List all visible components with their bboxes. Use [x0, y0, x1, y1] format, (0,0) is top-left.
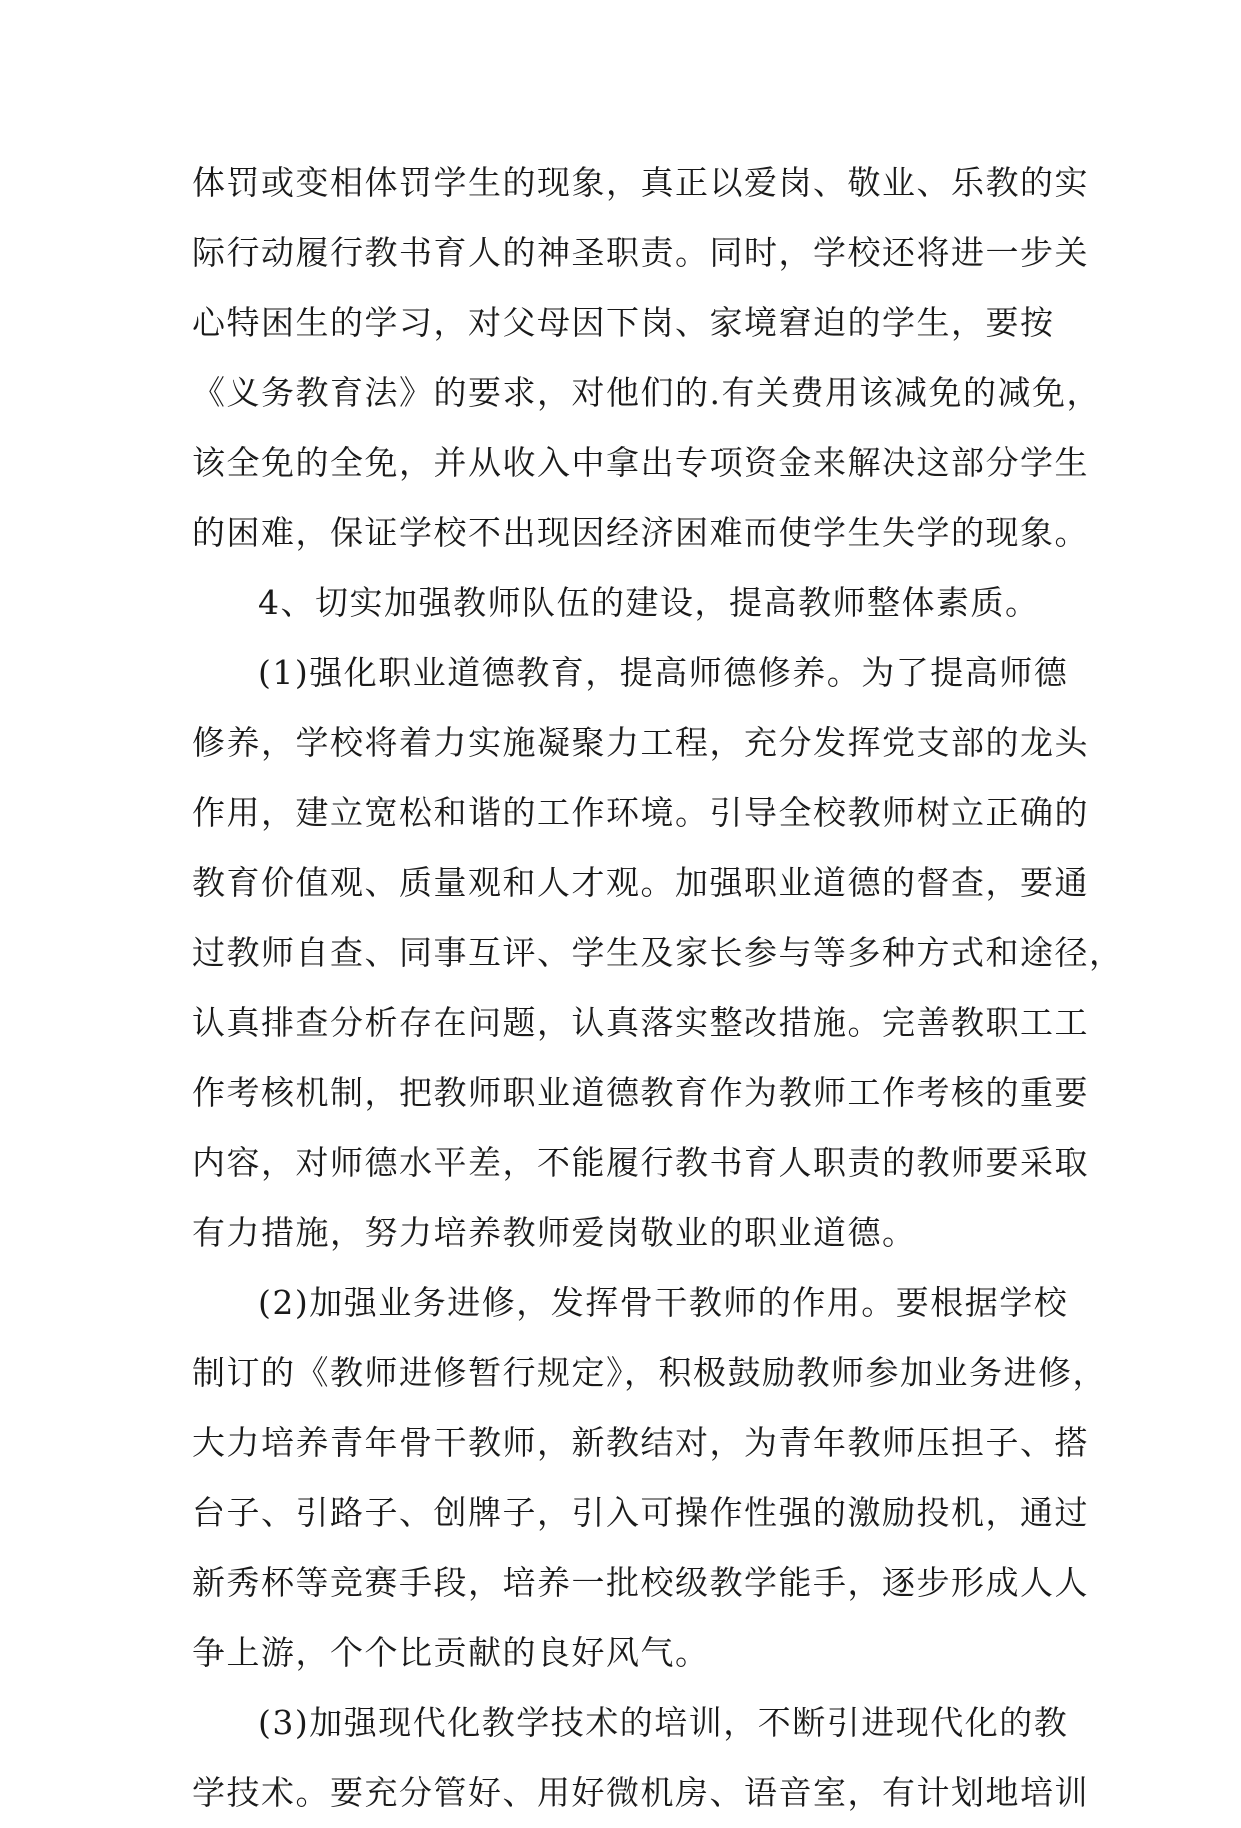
text-line: 的困难，保证学校不出现因经济困难而使学生失学的现象。 — [192, 513, 1089, 552]
text-line: 作用，建立宽松和谐的工作环境。引导全校教师树立正确的 — [192, 793, 1089, 832]
text-line: 台子、引路子、创牌子，引入可操作性强的激励投机，通过 — [192, 1493, 1089, 1532]
text-line: 过教师自查、同事互评、学生及家长参与等多种方式和途径， — [192, 933, 1124, 972]
text-line: 争上游，个个比贡献的良好风气。 — [192, 1633, 710, 1672]
section-heading-4: 4、切实加强教师队伍的建设，提高教师整体素质。 — [258, 583, 1040, 622]
text-line: 教育价值观、质量观和人才观。加强职业道德的督查，要通 — [192, 863, 1089, 902]
text-line: 际行动履行教书育人的神圣职责。同时，学校还将进一步关 — [192, 233, 1089, 272]
text-line: 心特困生的学习，对父母因下岗、家境窘迫的学生，要按 — [192, 303, 1055, 342]
text-line: 有力措施，努力培养教师爱岗敬业的职业道德。 — [192, 1213, 917, 1252]
text-line: 《义务教育法》的要求，对他们的.有关费用该减免的减免， — [192, 373, 1101, 412]
text-line: 大力培养青年骨干教师，新教结对，为青年教师压担子、搭 — [192, 1423, 1089, 1462]
text-line: 内容，对师德水平差，不能履行教书育人职责的教师要采取 — [192, 1143, 1089, 1182]
text-line: 作考核机制，把教师职业道德教育作为教师工作考核的重要 — [192, 1073, 1089, 1112]
text-line: 认真排查分析存在问题，认真落实整改措施。完善教职工工 — [192, 1003, 1089, 1042]
body-text — [192, 148, 1124, 1828]
subsection-1-first-line: (1)强化职业道德教育，提高师德修养。为了提高师德 — [258, 653, 1069, 692]
text-line: 制订的《教师进修暂行规定》，积极鼓励教师参加业务进修， — [192, 1353, 1107, 1392]
text-line: 新秀杯等竞赛手段，培养一批校级教学能手，逐步形成人人 — [192, 1563, 1089, 1602]
subsection-2-first-line: (2)加强业务进修，发挥骨干教师的作用。要根据学校 — [258, 1283, 1069, 1322]
subsection-3-first-line: (3)加强现代化教学技术的培训，不断引进现代化的教 — [258, 1703, 1069, 1742]
text-line: 修养，学校将着力实施凝聚力工程，充分发挥党支部的龙头 — [192, 723, 1089, 762]
text-line: 学技术。要充分管好、用好微机房、语音室，有计划地培训 — [192, 1773, 1089, 1812]
text-line: 体罚或变相体罚学生的现象，真正以爱岗、敬业、乐教的实 — [192, 163, 1089, 202]
text-line: 该全免的全免，并从收入中拿出专项资金来解决这部分学生 — [192, 443, 1089, 482]
